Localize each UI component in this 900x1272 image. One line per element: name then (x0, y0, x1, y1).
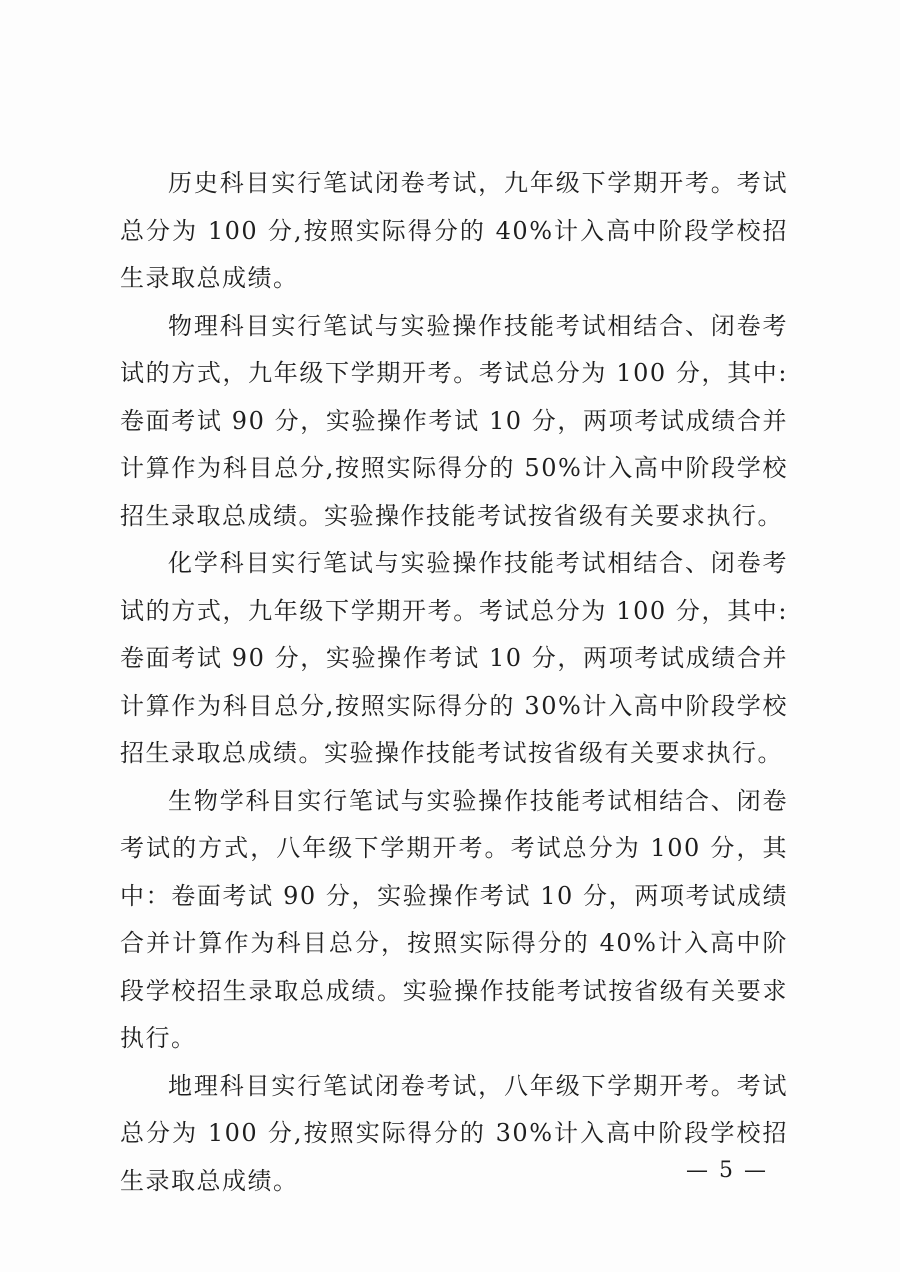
paragraph-history: 历史科目实行笔试闭卷考试，九年级下学期开考。考试总分为 100 分,按照实际得分的 40%计入高中阶段学校招生录取总成绩。 (120, 169, 788, 292)
page-number: — 5 — (686, 1158, 768, 1183)
paragraph-geography: 地理科目实行笔试闭卷考试，八年级下学期开考。考试总分为 100 分,按照实际得分的 30%计入高中阶段学校招生录取总成绩。 (120, 1071, 788, 1195)
paragraph-physics: 物理科目实行笔试与实验操作技能考试相结合、闭卷考试的方式，九年级下学期开考。考试总分为 100 分，其中:卷面考试 90 分，实验操作考试 10 分，两项考试成绩合并计算作为科目总分,按照实际得分的 50%计入高中阶段学校招生录取总成绩。实验操作技能考试按省级有关要求执行。 (120, 311, 788, 530)
paragraph-chemistry: 化学科目实行笔试与实验操作技能考试相结合、闭卷考试的方式，九年级下学期开考。考试总分为 100 分，其中:卷面考试 90 分，实验操作考试 10 分，两项考试成绩合并计算作为科目总分,按照实际得分的 30%计入高中阶段学校招生录取总成绩。实验操作技能考试按省级有关要求执行。 (120, 549, 788, 767)
document-body (120, 160, 788, 1205)
paragraph-biology: 生物学科目实行笔试与实验操作技能考试相结合、闭卷考试的方式，八年级下学期开考。考试总分为 100 分，其中：卷面考试 90 分，实验操作考试 10 分，两项考试成绩合并计算作为科目总分，按照实际得分的 40%计入高中阶段学校招生录取总成绩。实验操作技能考试按省级有关要求执行。 (120, 786, 788, 1052)
